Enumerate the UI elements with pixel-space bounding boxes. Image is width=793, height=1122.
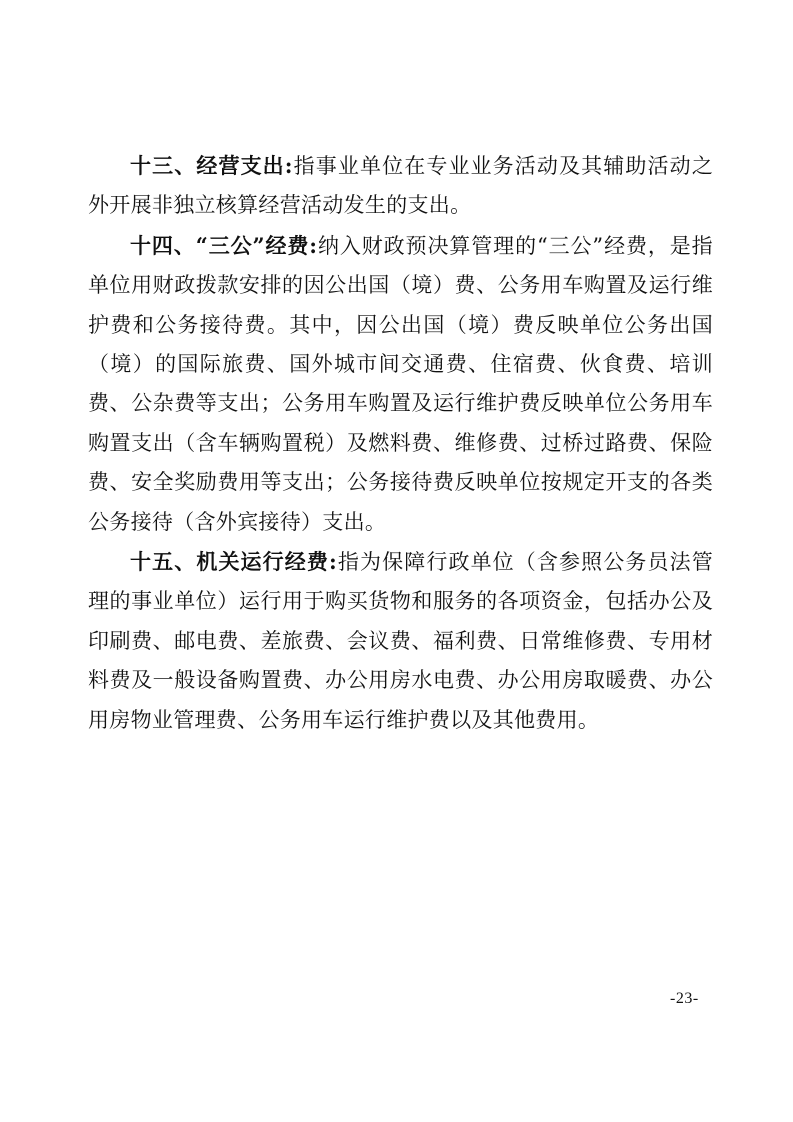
term-heading: 十四、“三公”经费: (130, 232, 318, 258)
term-definition: 指为保障行政单位（含参照公务员法管理的事业单位）运行用于购买货物和服务的各项资金，包括办公及印刷费、邮电费、差旅费、会议费、福利费、日常维修费、专用材料费及一般设备购置费、办公用房水电费、办公用房取暖费、办公用房物业管理费、公务用车运行维护费以及其他费用。 (88, 550, 713, 732)
term-definition: 纳入财政预决算管理的“三公”经费，是指单位用财政拨款安排的因公出国（境）费、公务用车购置及运行维护费和公务接待费。其中，因公出国（境）费反映单位公务出国（境）的国际旅费、国外城市间交通费、住宿费、伙食费、培训费、公杂费等支出；公务用车购置及运行维护费反映单位公务用车购置支出（含车辆购置税）及燃料费、维修费、过桥过路费、保险费、安全奖励费用等支出；公务接待费反映单位按规定开支的各类公务接待（含外宾接待）支出。 (88, 233, 713, 534)
paragraph-operating-expenditure (88, 146, 713, 226)
term-heading: 十三、经营支出: (130, 153, 293, 178)
paragraph-agency-operating-expenses (88, 542, 713, 740)
body-text (88, 146, 713, 740)
term-heading: 十五、机关运行经费: (130, 549, 338, 575)
page-number: -23- (670, 990, 699, 1007)
paragraph-three-public-expenses (88, 226, 713, 542)
term-definition: 指事业单位在专业业务活动及其辅助活动之外开展非独立核算经营活动发生的支出。 (88, 154, 713, 218)
